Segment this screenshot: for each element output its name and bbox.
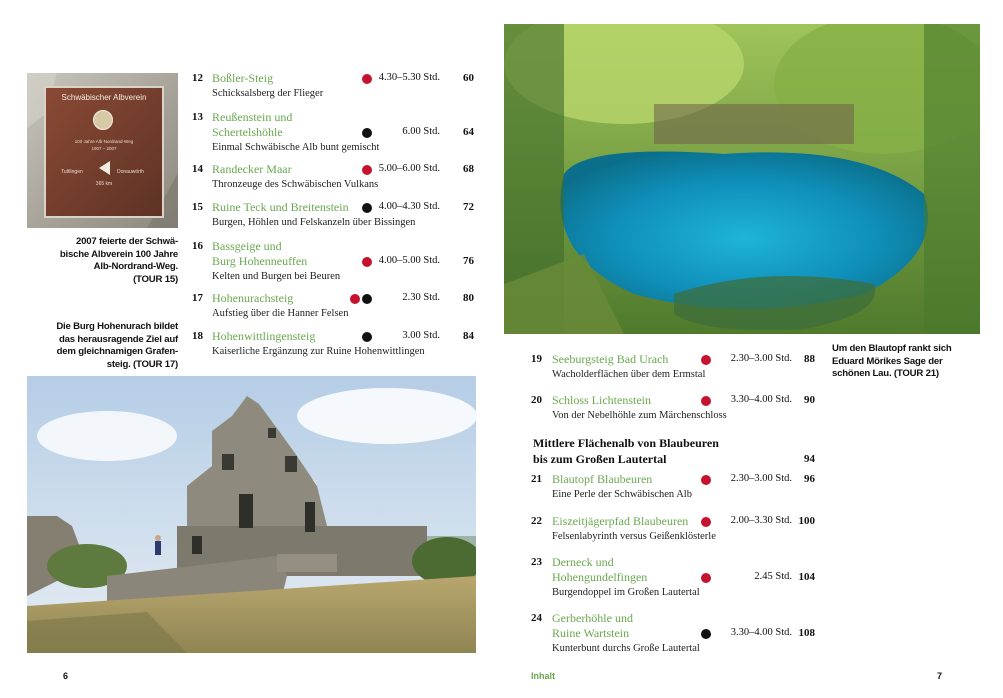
entry-title[interactable]: Burg Hohenneuffen bbox=[212, 254, 308, 268]
entry-number: 19 bbox=[531, 353, 542, 365]
entry-subtitle: Burgendoppel im Großen Lautertal bbox=[552, 587, 700, 598]
entry-subtitle: Aufstieg über die Hanner Felsen bbox=[212, 308, 349, 319]
entry-subtitle: Wacholderflächen über dem Ermstal bbox=[552, 369, 706, 380]
entry-duration: 3.30–4.00 Std. bbox=[730, 394, 792, 405]
entry-page: 68 bbox=[463, 163, 474, 175]
entry-title[interactable]: Gerberhöhle und bbox=[552, 611, 633, 625]
section-heading: Mittlere Flächenalb von Blaubeuren bis zum Großen Lautertal bbox=[533, 436, 719, 466]
footer-label: Inhalt bbox=[531, 671, 555, 681]
entry-number: 18 bbox=[192, 330, 203, 342]
entry-subtitle: Felsenlabyrinth versus Geißenklösterle bbox=[552, 531, 716, 542]
entry-title[interactable]: Eiszeitjägerpfad Blaubeuren bbox=[552, 514, 689, 528]
red-difficulty-dot bbox=[701, 396, 711, 406]
entry-title[interactable]: Ruine Wartstein bbox=[552, 626, 630, 640]
entry-number: 12 bbox=[192, 72, 203, 84]
entry-duration: 2.45 Std. bbox=[754, 571, 792, 582]
entry-subtitle: Thronzeuge des Schwäbischen Vulkans bbox=[212, 179, 379, 190]
entry-title[interactable]: Schloss Lichtenstein bbox=[552, 393, 651, 407]
entry-subtitle: Einmal Schwäbische Alb bunt gemischt bbox=[212, 142, 380, 153]
sign-line2: 1907 – 2007 bbox=[91, 146, 117, 151]
entry-title[interactable]: Schertelshöhle bbox=[212, 125, 283, 139]
entry-duration: 5.00–6.00 Std. bbox=[378, 163, 440, 174]
sign-photo bbox=[27, 73, 178, 228]
sign-emblem-icon bbox=[93, 110, 113, 130]
entry-page: 72 bbox=[463, 201, 474, 213]
entry-title[interactable]: Hohengundelfingen bbox=[552, 570, 648, 584]
entry-page: 90 bbox=[804, 394, 815, 406]
sign-line1: 100 Jahre Alb-Nordrand-Weg bbox=[74, 139, 134, 144]
entry-title[interactable]: Reußenstein und bbox=[212, 110, 293, 124]
entry-title[interactable]: Blautopf Blaubeuren bbox=[552, 472, 653, 486]
entry-subtitle: Kaiserliche Ergänzung zur Ruine Hohenwittlingen bbox=[212, 346, 425, 357]
black-difficulty-dot bbox=[701, 629, 711, 639]
castle-photo bbox=[27, 376, 476, 653]
entry-title[interactable]: Hohenwittlingensteig bbox=[212, 329, 316, 343]
entry-page: 80 bbox=[463, 292, 474, 304]
entry-title[interactable]: Seeburgsteig Bad Urach bbox=[552, 352, 669, 366]
entry-duration: 6.00 Std. bbox=[402, 126, 440, 137]
entry-page: 60 bbox=[463, 72, 474, 84]
entry-page: 64 bbox=[463, 126, 474, 138]
entry-title[interactable]: Hohenurachsteig bbox=[212, 291, 294, 305]
entry-duration: 3.30–4.00 Std. bbox=[730, 627, 792, 638]
entry-page: 104 bbox=[798, 571, 815, 583]
entry-number: 17 bbox=[192, 292, 203, 304]
entry-duration: 3.00 Std. bbox=[402, 330, 440, 341]
arrow-left-icon bbox=[99, 161, 110, 175]
entry-duration: 2.30–3.00 Std. bbox=[730, 353, 792, 364]
entry-subtitle: Kunterbunt durchs Große Lautertal bbox=[552, 643, 700, 654]
red-difficulty-dot bbox=[701, 517, 711, 527]
entry-number: 15 bbox=[192, 201, 203, 213]
entry-duration: 4.30–5.30 Std. bbox=[378, 72, 440, 83]
entry-number: 21 bbox=[531, 473, 542, 485]
entry-duration: 2.30 Std. bbox=[402, 292, 440, 303]
entry-number: 20 bbox=[531, 394, 542, 406]
entry-number: 16 bbox=[192, 240, 203, 252]
entry-page: 108 bbox=[798, 627, 815, 639]
entry-number: 13 bbox=[192, 111, 203, 123]
entry-title[interactable]: Derneck und bbox=[552, 555, 614, 569]
red-difficulty-dot bbox=[701, 475, 711, 485]
sign-km: 365 km bbox=[95, 181, 113, 187]
red-difficulty-dot bbox=[701, 573, 711, 583]
sign-right-label: Donauwörth bbox=[117, 169, 144, 175]
section-page: 94 bbox=[804, 453, 815, 465]
entry-duration: 2.00–3.30 Std. bbox=[730, 515, 792, 526]
sign-header: Schwäbischer Albverein bbox=[61, 93, 147, 102]
entry-subtitle: Schicksalsberg der Flieger bbox=[212, 88, 324, 99]
entry-duration: 4.00–5.00 Std. bbox=[378, 255, 440, 266]
entry-page: 76 bbox=[463, 255, 474, 267]
entry-number: 23 bbox=[531, 556, 542, 568]
blautopf-photo bbox=[504, 24, 980, 334]
castle-caption: Die Burg Hohenurach bildet das herausragende Ziel auf dem gleichnamigen Grafen- steig. (TOUR 17) bbox=[56, 321, 178, 370]
entry-page: 84 bbox=[463, 330, 474, 342]
entry-page: 100 bbox=[798, 515, 815, 527]
red-difficulty-dot bbox=[701, 355, 711, 365]
left-page-number: 6 bbox=[63, 671, 69, 681]
entry-subtitle: Burgen, Höhlen und Felskanzeln über Bissingen bbox=[212, 217, 416, 228]
entry-title[interactable]: Boßler-Steig bbox=[212, 71, 274, 85]
entry-number: 14 bbox=[192, 163, 203, 175]
entry-number: 24 bbox=[531, 612, 542, 624]
entry-title[interactable]: Randecker Maar bbox=[212, 162, 292, 176]
sign-caption: 2007 feierte der Schwä- bische Albverein 100 Jahre Alb-Nordrand-Weg. (TOUR 15) bbox=[59, 236, 178, 285]
entry-duration: 4.00–4.30 Std. bbox=[378, 201, 440, 212]
entry-page: 88 bbox=[804, 353, 815, 365]
entry-page: 96 bbox=[804, 473, 815, 485]
entry-title[interactable]: Ruine Teck und Breitenstein bbox=[212, 200, 349, 214]
entry-duration: 2.30–3.00 Std. bbox=[730, 473, 792, 484]
entry-number: 22 bbox=[531, 515, 542, 527]
sign-left-label: Tuttlingen bbox=[61, 169, 83, 175]
entry-subtitle: Eine Perle der Schwäbischen Alb bbox=[552, 489, 692, 500]
blautopf-caption: Um den Blautopf rankt sich Eduard Mörikes Sage der schönen Lau. (TOUR 21) bbox=[832, 343, 952, 379]
entry-subtitle: Von der Nebelhöhle zum Märchenschloss bbox=[552, 410, 727, 421]
entry-title[interactable]: Bassgeige und bbox=[212, 239, 282, 253]
entry-subtitle: Kelten und Burgen bei Beuren bbox=[212, 271, 341, 282]
red-difficulty-dot bbox=[350, 294, 360, 304]
right-page-number: 7 bbox=[937, 671, 943, 681]
